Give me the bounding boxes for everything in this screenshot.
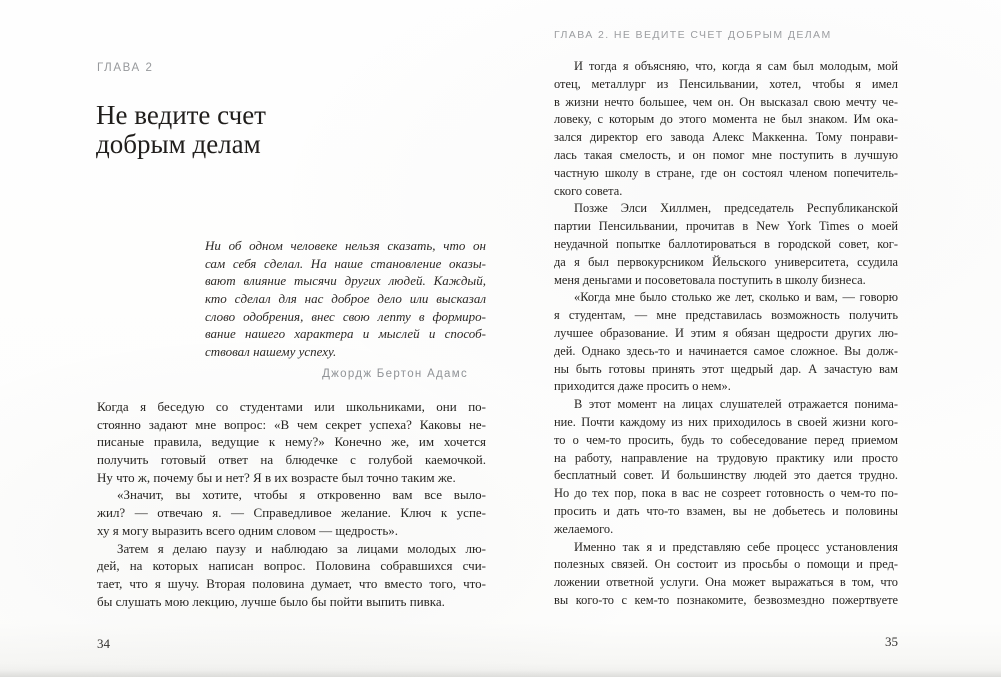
text-line: отец, металлург из Пенсильвании, хотел, чтобы я имел: [554, 76, 898, 91]
text-line: кто сделал для нас доброе дело или высказал: [205, 291, 486, 307]
text-line: получить готовый ответ на блюдечке с голубой каемочкой.: [97, 452, 486, 468]
text-line: просить и дать что-то взамен, вы не добьетесь и половины: [554, 503, 898, 518]
text-line: Когда я беседую со студентами или школьниками, они по-: [97, 399, 486, 414]
text-line: ху я могу выразить всего одним словом — щедрость».: [97, 522, 398, 538]
chapter-kicker: ГЛАВА 2: [97, 62, 154, 74]
text-line: Именно так я и представляю себе процесс установления: [574, 539, 898, 554]
text-line: жил? — отвечаю я. — Справедливое желание. Ключ к успе-: [97, 505, 486, 521]
text-line: да я был первокурсником Йельского университета, ссудила: [554, 254, 898, 269]
text-line: «Значит, вы хотите, чтобы я откровенно вам все выло-: [117, 487, 486, 503]
text-line: слово одобрения, внес свою лепту в формиро-: [205, 308, 486, 324]
right-page-number: 35: [885, 634, 898, 649]
text-line: приходится даже просить о нем».: [554, 379, 731, 394]
epigraph-attribution: Джордж Бертон Адамс: [322, 368, 468, 380]
text-line: В этот момент на лицах слушателей отражается понима-: [574, 397, 898, 412]
text-line: бы слушать мою лекцию, лучше было бы пойти выпить пивка.: [97, 593, 445, 609]
text-line: вы кого-то с кем-то познакомите, безвозмездно пожертвуете: [554, 592, 898, 607]
text-line: я студентам, — мне представилась возможность получить: [554, 308, 898, 323]
text-line: то о чем-то просить, будь то собеседование перед приемом: [554, 432, 898, 447]
text-line: Не ведите счет: [96, 100, 266, 130]
text-line: на работу, направление на трудовую практику или просто: [554, 450, 898, 465]
epigraph: [205, 237, 486, 361]
text-line: Но до тех пор, пока в вас не созреет готовность о чем-то по-: [554, 486, 898, 501]
text-line: бесплатный совет. И большинству людей это дается трудно.: [554, 468, 898, 483]
text-line: лучшее образование. И этим я обязан щедрости других лю-: [554, 325, 898, 340]
text-line: ского совета.: [554, 183, 623, 198]
text-line: Затем я делаю паузу и наблюдаю за лицами молодых лю-: [117, 540, 486, 556]
text-line: ловеку, с которым до этого момента не был знаком. Им ока-: [554, 112, 898, 127]
text-line: писаные правила, ведущие к нему?» Конечно же, им хочется: [97, 434, 486, 450]
text-line: ствовал нашему успеху.: [205, 344, 337, 360]
text-line: неудачной попытке баллотироваться в городской совет, ког-: [554, 236, 898, 251]
text-line: ложении ответной услуги. Она может выражаться в том, что: [554, 575, 898, 590]
right-page-body-text: [554, 58, 898, 610]
text-line: Ни об одном человеке нельзя сказать, что он: [205, 238, 486, 253]
text-line: Ну что ж, почему бы и нет? Я в их возрасте был точно таким же.: [97, 469, 456, 485]
text-line: И тогда я объясняю, что, когда я сам был молодым, мой: [574, 59, 898, 73]
text-line: ние. Почти каждому из них приходилось в своей жизни кого-: [554, 414, 898, 429]
text-line: в жизни нечто большее, чем он. Он высказал свою мечту че-: [554, 94, 898, 109]
text-line: «Когда мне было столько же лет, сколько и вам, — говорю: [574, 290, 898, 305]
text-line: партии Пенсильвании, прочитав в New York Times о моей: [554, 219, 898, 234]
left-page-number: 34: [97, 636, 110, 651]
text-line: меня деньгами и посоветовала поступить в школу бизнеса.: [554, 272, 866, 287]
text-line: частную школу в стране, где он состоял членом попечитель-: [554, 165, 898, 180]
text-line: Позже Элси Хиллмен, председатель Республиканской: [574, 201, 898, 216]
text-line: добрым делам: [96, 129, 261, 159]
left-page-body-text: [97, 398, 486, 610]
chapter-title: [96, 101, 485, 159]
text-line: дей. Однако здесь-то и начинается самое сложное. Вы долж-: [554, 343, 898, 358]
text-line: вают влияние тысячи других людей. Каждый,: [205, 273, 486, 289]
text-line: вание нашего характера и мыслей и способ-: [205, 326, 486, 342]
text-line: ны быть готовы принять этот щедрый дар. А зачастую вам: [554, 361, 898, 376]
text-line: желаемого.: [554, 521, 614, 536]
text-line: полезных связей. Он состоит из просьбы о помощи и пред-: [554, 557, 898, 572]
text-line: зался директор его завода Алекс Маккенна. Тому понрави-: [554, 130, 898, 145]
text-line: сам себя сделал. На наше становление оказы-: [205, 255, 486, 271]
running-header: ГЛАВА 2. НЕ ВЕДИТЕ СЧЕТ ДОБРЫМ ДЕЛАМ: [554, 29, 832, 41]
text-line: тает, что я шучу. Вторая половина думает, что вместо того, что-: [97, 575, 486, 591]
text-line: стоянно задают мне вопрос: «В чем секрет успеха? Каковы не-: [97, 416, 486, 432]
text-line: лась такая смелость, и он помог мне поступить в лучшую: [554, 147, 898, 162]
text-line: дей, на которых написан вопрос. Половина собравшихся счи-: [97, 558, 486, 574]
